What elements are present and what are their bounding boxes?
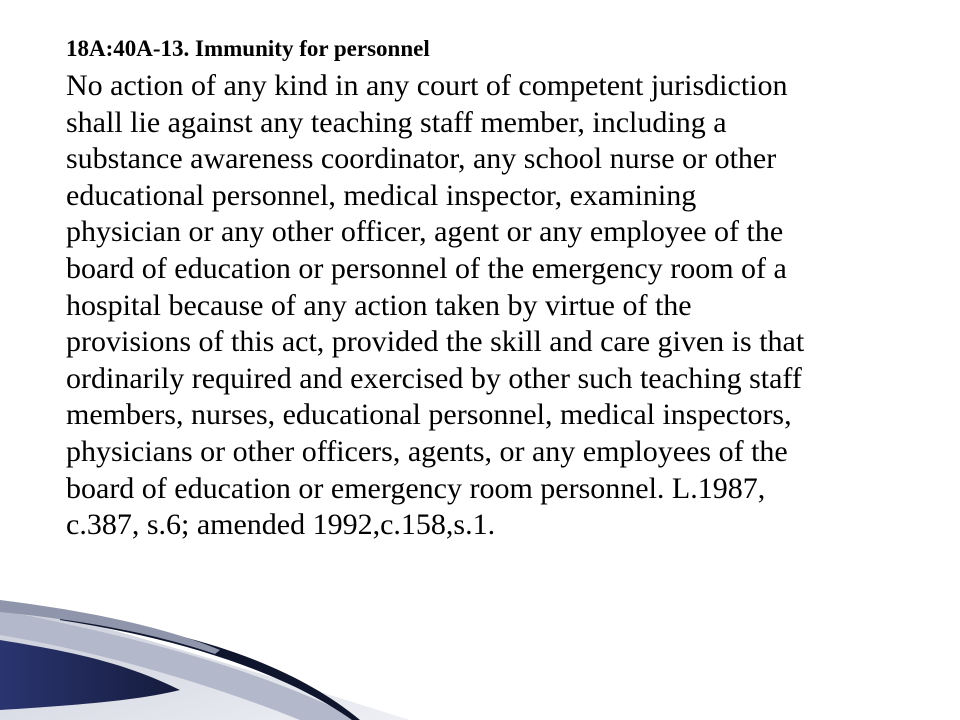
body-line: board of education or personnel of the emergency room of a bbox=[66, 251, 787, 285]
slide-content bbox=[66, 34, 936, 544]
body-line: substance awareness coordinator, any school nurse or other bbox=[66, 142, 777, 176]
statute-body bbox=[66, 68, 936, 544]
body-line: board of education or emergency room personnel. L.1987, bbox=[66, 471, 766, 505]
body-line: educational personnel, medical inspector, examining bbox=[66, 178, 697, 212]
body-line: members, nurses, educational personnel, medical inspectors, bbox=[66, 398, 792, 432]
body-line: c.387, s.6; amended 1992,c.158,s.1. bbox=[66, 508, 496, 542]
body-line: provisions of this act, provided the skill and care given is that bbox=[66, 325, 805, 359]
body-line: hospital because of any action taken by virtue of the bbox=[66, 288, 692, 322]
body-line: physicians or other officers, agents, or any employees of the bbox=[66, 434, 788, 468]
body-line: shall lie against any teaching staff member, including a bbox=[66, 105, 727, 139]
body-line: No action of any kind in any court of competent jurisdiction bbox=[66, 69, 788, 102]
body-line: physician or any other officer, agent or any employee of the bbox=[66, 215, 784, 249]
body-line: ordinarily required and exercised by other such teaching staff bbox=[66, 361, 802, 395]
slide-heading: 18A:40A-13. Immunity for personnel bbox=[66, 36, 430, 61]
